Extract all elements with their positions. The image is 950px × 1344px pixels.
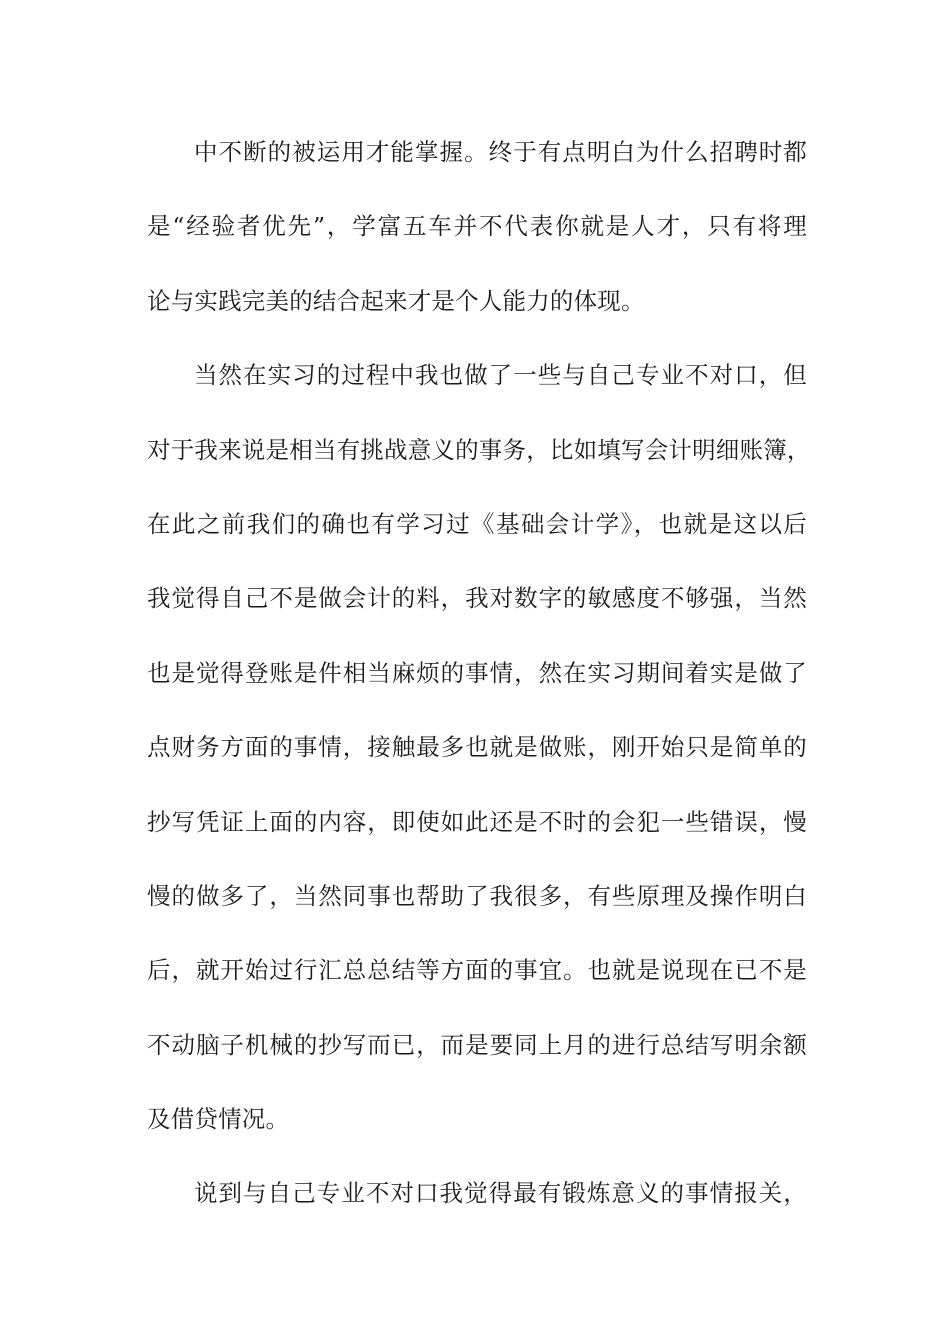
text-line: 也是觉得登账是件相当麻烦的事情，然在实习期间着实是做了 [147, 658, 807, 687]
text-line: 说到与自己专业不对口我觉得最有锻炼意义的事情报关， [194, 1179, 807, 1208]
text-line: 不动脑子机械的抄写而已，而是要同上月的进行总结写明余额 [147, 1030, 807, 1059]
text-line: 当然在实习的过程中我也做了一些与自己专业不对口，但 [194, 361, 807, 390]
text-line: 抄写凭证上面的内容，即使如此还是不时的会犯一些错误，慢 [147, 807, 807, 836]
text-line: 中不断的被运用才能掌握。终于有点明白为什么招聘时都 [194, 138, 807, 166]
text-line: 及借贷情况。 [147, 1105, 290, 1134]
text-line: 我觉得自己不是做会计的料，我对数字的敏感度不够强，当然 [147, 584, 807, 613]
text-line: 在此之前我们的确也有学习过《基础会计学》，也就是这以后 [147, 509, 807, 538]
text-line: 对于我来说是相当有挑战意义的事务，比如填写会计明细账簿， [147, 435, 811, 464]
text-line: 后，就开始过行汇总总结等方面的事宜。也就是说现在已不是 [147, 956, 807, 985]
text-line: 是“经验者优先”，学富五车并不代表你就是人才，只有将理 [147, 212, 807, 241]
body-text [147, 128, 811, 1244]
text-line: 论与实践完美的结合起来才是个人能力的体现。 [147, 286, 645, 315]
text-line: 慢的做多了，当然同事也帮助了我很多，有些原理及操作明白 [147, 881, 807, 910]
text-line: 点财务方面的事情，接触最多也就是做账，刚开始只是简单的 [147, 733, 807, 762]
